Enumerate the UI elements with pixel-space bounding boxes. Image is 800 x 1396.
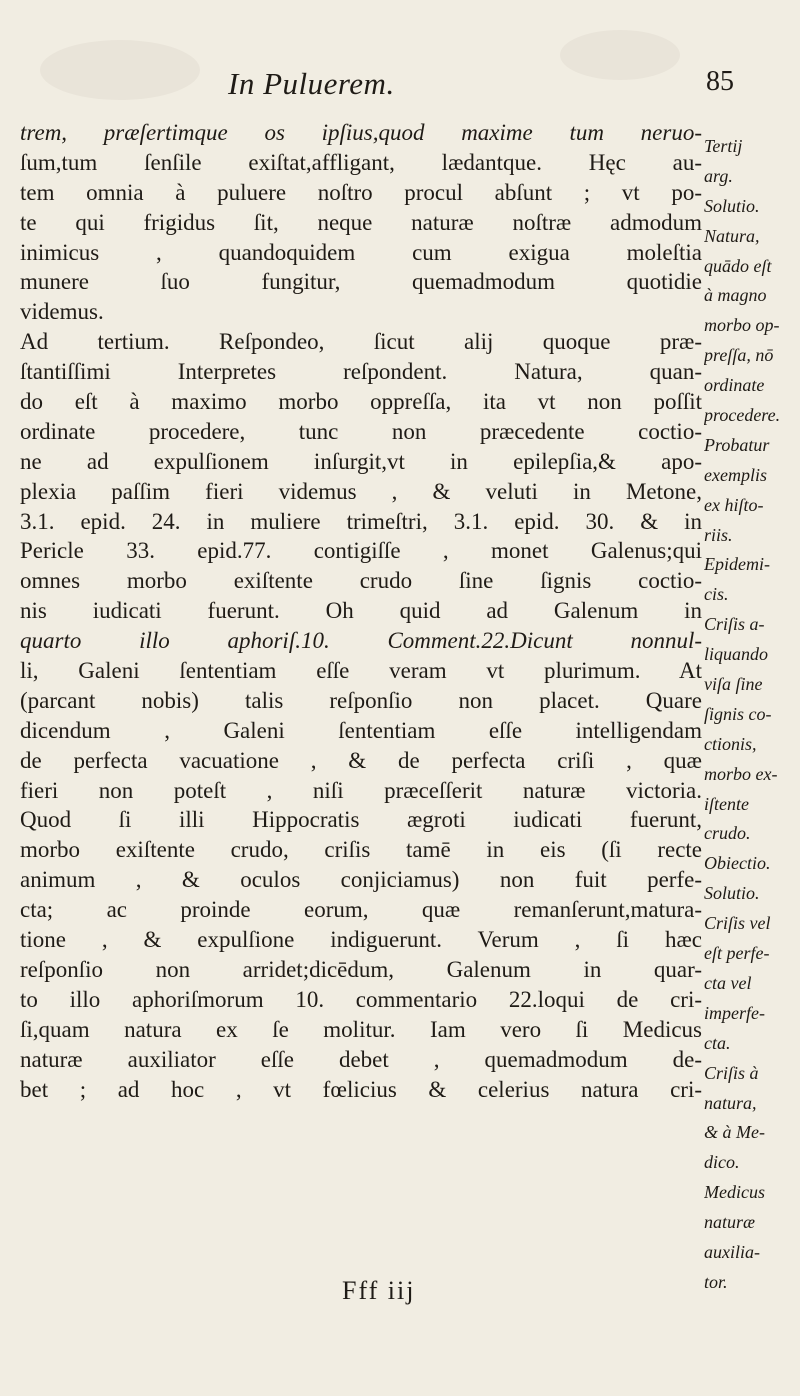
- margin-note: Criſis vel: [704, 913, 771, 934]
- text-line: ordinate procedere, tunc non præcedente coctio-: [20, 418, 702, 444]
- margin-note: arg.: [704, 165, 733, 186]
- page-footer: [0, 1276, 800, 1312]
- text-line: li, Galeni ſententiam eſſe veram vt plurimum. At: [20, 658, 702, 684]
- text-line: Pericle 33. epid.77. contigiſſe , monet Galenus;qui: [20, 538, 702, 564]
- margin-note: auxilia-: [704, 1241, 760, 1262]
- margin-note: morbo op-: [704, 315, 780, 336]
- margin-note: ordinate: [704, 375, 765, 396]
- margin-note: ſignis co-: [704, 703, 772, 724]
- margin-note: viſa ſine: [704, 674, 763, 695]
- margin-note: à magno: [704, 285, 767, 306]
- text-line: Ad tertium. Reſpondeo, ſicut alij quoque præ-: [20, 329, 702, 355]
- margin-note: liquando: [704, 644, 769, 665]
- text-line: fieri non poteſt , niſi præceſſerit naturæ victoria.: [20, 777, 702, 803]
- text-line: nis iudicati fuerunt. Oh quid ad Galenum in: [20, 598, 702, 624]
- text-line: de perfecta vacuatione , & de perfecta criſi , quæ: [20, 747, 702, 773]
- margin-note: quādo eſt: [704, 255, 772, 276]
- margin-note: morbo ex-: [704, 763, 778, 784]
- text-line: bet ; ad hoc , vt fœlicius & celerius natura cri-: [20, 1076, 702, 1102]
- text-line: videmus.: [20, 299, 104, 325]
- text-line: ſi,quam natura ex ſe molitur. Iam vero ſi Medicus: [20, 1016, 702, 1042]
- page-header: [0, 66, 800, 106]
- margin-note: riis.: [704, 524, 733, 545]
- text-line: dicendum , Galeni ſententiam eſſe intelligendam: [20, 717, 702, 743]
- text-line: reſponſio non arridet;dicēdum, Galenum in quar-: [20, 956, 702, 982]
- page-number: 85: [706, 66, 734, 97]
- text-line: morbo exiſtente crudo, criſis tamē in eis (ſi recte: [20, 837, 702, 863]
- text-line: do eſt à maximo morbo oppreſſa, ita vt non poſſit: [20, 389, 702, 415]
- margin-note: Solutio.: [704, 883, 760, 904]
- margin-note: Probatur: [704, 434, 770, 455]
- text-line: munere ſuo fungitur, quemadmodum quotidie: [20, 269, 702, 295]
- text-line: ſum,tum ſenſile exiſtat,affligant, lædantque. Hęc au-: [20, 149, 702, 175]
- body-text-column: [20, 118, 702, 1104]
- margin-note: Tertij: [704, 136, 743, 156]
- text-line: omnes morbo exiſtente crudo ſine ſignis coctio-: [20, 568, 702, 594]
- margin-note: Epidemi-: [704, 554, 770, 575]
- margin-note: Criſis à: [704, 1062, 759, 1083]
- margin-note: Medicus: [704, 1182, 765, 1203]
- margin-note: natura,: [704, 1092, 757, 1113]
- text-line: inimicus , quandoquidem cum exigua moleſtia: [20, 239, 702, 265]
- margin-note: cta vel: [704, 972, 752, 993]
- margin-note: Natura,: [704, 225, 760, 246]
- signature-mark: Fff iij: [342, 1276, 416, 1305]
- text-line: cta; ac proinde eorum, quæ remanſerunt,matura-: [20, 897, 702, 923]
- text-line: to illo aphoriſmorum 10. commentario 22.loqui de cri-: [20, 986, 702, 1012]
- margin-note: Criſis a-: [704, 614, 765, 635]
- margin-note: ctionis,: [704, 733, 757, 754]
- text-line: ne ad expulſionem inſurgit,vt in epilepſia,& apo-: [20, 448, 702, 474]
- margin-note: procedere.: [704, 405, 781, 426]
- text-line: tem omnia à puluere noſtro procul abſunt ; vt po-: [20, 179, 702, 205]
- text-line: quarto illo aphoriſ.10. Comment.22.Dicunt nonnul-: [20, 628, 702, 654]
- margin-note: tor.: [704, 1271, 728, 1292]
- margin-note: cta.: [704, 1032, 731, 1053]
- text-line: 3.1. epid. 24. in muliere trimeſtri, 3.1. epid. 30. & in: [20, 508, 702, 534]
- margin-note: dico.: [704, 1152, 740, 1173]
- running-title: In Puluerem.: [228, 66, 395, 101]
- margin-note: & à Me-: [704, 1122, 765, 1143]
- margin-note: eſt perfe-: [704, 943, 770, 964]
- margin-note: naturæ: [704, 1212, 756, 1233]
- margin-note: preſſa, nō: [704, 345, 774, 366]
- text-line: Quod ſi illi Hippocratis ægroti iudicati fuerunt,: [20, 807, 702, 833]
- margin-note: Solutio.: [704, 195, 760, 216]
- text-line: animum , & oculos conjiciamus) non fuit perfe-: [20, 867, 702, 893]
- text-line: tione , & expulſione indiguerunt. Verum , ſi hæc: [20, 927, 702, 953]
- text-line: trem, præſertimque os ipſius,quod maxime tum neruo-: [20, 120, 702, 145]
- text-line: ſtantiſſimi Interpretes reſpondent. Natura, quan-: [20, 359, 702, 385]
- margin-note: ex hiſto-: [704, 494, 764, 515]
- text-line: (parcant nobis) talis reſponſio non placet. Quare: [20, 687, 702, 713]
- margin-note: Obiectio.: [704, 853, 771, 874]
- margin-note: iſtente: [704, 793, 749, 814]
- margin-notes-column: [704, 132, 800, 1298]
- text-line: naturæ auxiliator eſſe debet , quemadmodum de-: [20, 1046, 702, 1072]
- margin-note: imperfe-: [704, 1002, 765, 1023]
- text-line: plexia paſſim fieri videmus , & veluti in Metone,: [20, 478, 702, 504]
- margin-note: crudo.: [704, 823, 751, 844]
- text-line: te qui frigidus ſit, neque naturæ noſtræ admodum: [20, 209, 702, 235]
- margin-note: cis.: [704, 584, 729, 605]
- margin-note: exemplis: [704, 464, 767, 485]
